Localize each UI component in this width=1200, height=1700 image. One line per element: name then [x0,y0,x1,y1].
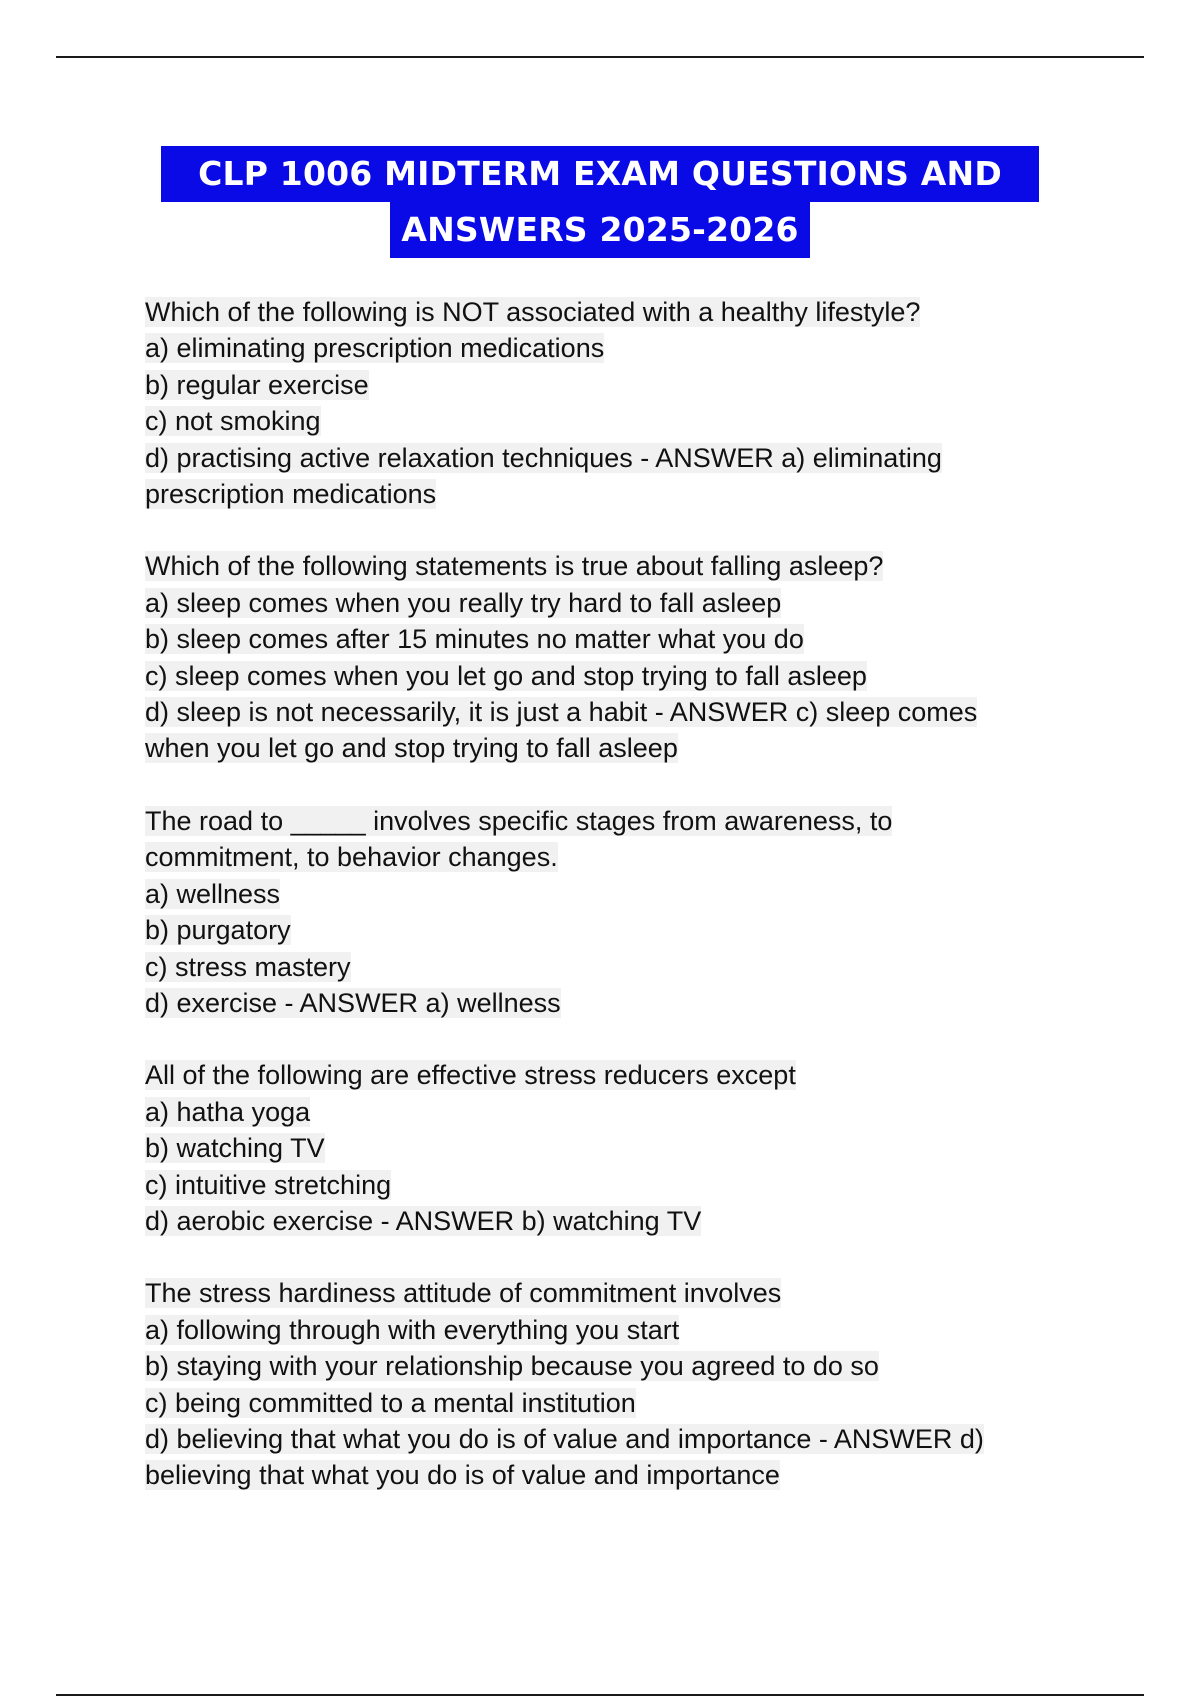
question-line [145,1130,1065,1166]
question-block [145,294,1065,512]
question-line [145,1421,1065,1457]
question-line [145,694,1065,730]
question-text [145,548,1065,584]
question-line [145,1457,1065,1493]
line-text: b) purgatory [145,915,291,946]
line-text: b) watching TV [145,1133,325,1164]
title-line-2: ANSWERS 2025-2026 [390,202,810,258]
question-line [145,658,1065,694]
question-line [145,367,1065,403]
question-line [145,912,1065,948]
line-text: a) wellness [145,878,281,909]
question-text [145,294,1065,330]
line-text: Which of the following is NOT associated with a healthy lifestyle? [145,297,921,327]
question-line [145,876,1065,912]
line-text: commitment, to behavior changes. [145,842,558,873]
question-list [145,294,1065,1530]
line-text: a) hatha yoga [145,1096,311,1127]
question-line [145,330,1065,366]
question-block [145,1275,1065,1493]
line-text: c) being committed to a mental institution [145,1387,636,1418]
line-text: d) sleep is not necessarily, it is just a habit - ANSWER c) sleep comes [145,697,978,728]
line-text: d) practising active relaxation techniques - ANSWER a) eliminating [145,442,942,473]
line-text: b) regular exercise [145,369,369,400]
question-text [145,803,1065,839]
line-text: c) sleep comes when you let go and stop trying to fall asleep [145,660,867,691]
line-text: d) believing that what you do is of value and importance - ANSWER d) [145,1423,984,1454]
question-line [145,1348,1065,1384]
line-text: The road to _____ involves specific stages from awareness, to [145,805,893,836]
question-block [145,1057,1065,1239]
line-text: c) not smoking [145,406,321,437]
line-text: The stress hardiness attitude of commitment involves [145,1278,782,1309]
line-text: prescription medications [145,479,437,510]
question-line [145,403,1065,439]
line-text: when you let go and stop trying to fall asleep [145,733,678,764]
question-block [145,548,1065,766]
line-text: d) aerobic exercise - ANSWER b) watching TV [145,1205,702,1236]
bottom-rule [56,1694,1144,1696]
line-text: c) stress mastery [145,951,351,982]
line-text: a) eliminating prescription medications [145,333,605,364]
question-line [145,949,1065,985]
line-text: b) sleep comes after 15 minutes no matter what you do [145,624,804,655]
line-text: a) sleep comes when you really try hard to fall asleep [145,587,782,618]
line-text: a) following through with everything you start [145,1314,680,1345]
question-line [145,1167,1065,1203]
line-text: b) staying with your relationship because you agreed to do so [145,1351,879,1382]
line-text: All of the following are effective stress reducers except [145,1060,796,1091]
line-text: believing that what you do is of value and importance [145,1460,780,1491]
question-line [145,476,1065,512]
question-line [145,839,1065,875]
title-line-1: CLP 1006 MIDTERM EXAM QUESTIONS AND [161,146,1039,202]
question-line [145,985,1065,1021]
line-text: c) intuitive stretching [145,1169,392,1200]
question-line [145,1094,1065,1130]
question-line [145,1312,1065,1348]
question-line [145,1203,1065,1239]
question-line [145,730,1065,766]
question-line [145,1385,1065,1421]
question-line [145,440,1065,476]
question-line [145,585,1065,621]
question-block [145,803,1065,1021]
top-rule [56,56,1144,58]
question-text [145,1275,1065,1311]
line-text: d) exercise - ANSWER a) wellness [145,987,561,1018]
question-line [145,621,1065,657]
question-text [145,1057,1065,1093]
document-title [0,146,1200,258]
line-text: Which of the following statements is true about falling asleep? [145,551,884,582]
